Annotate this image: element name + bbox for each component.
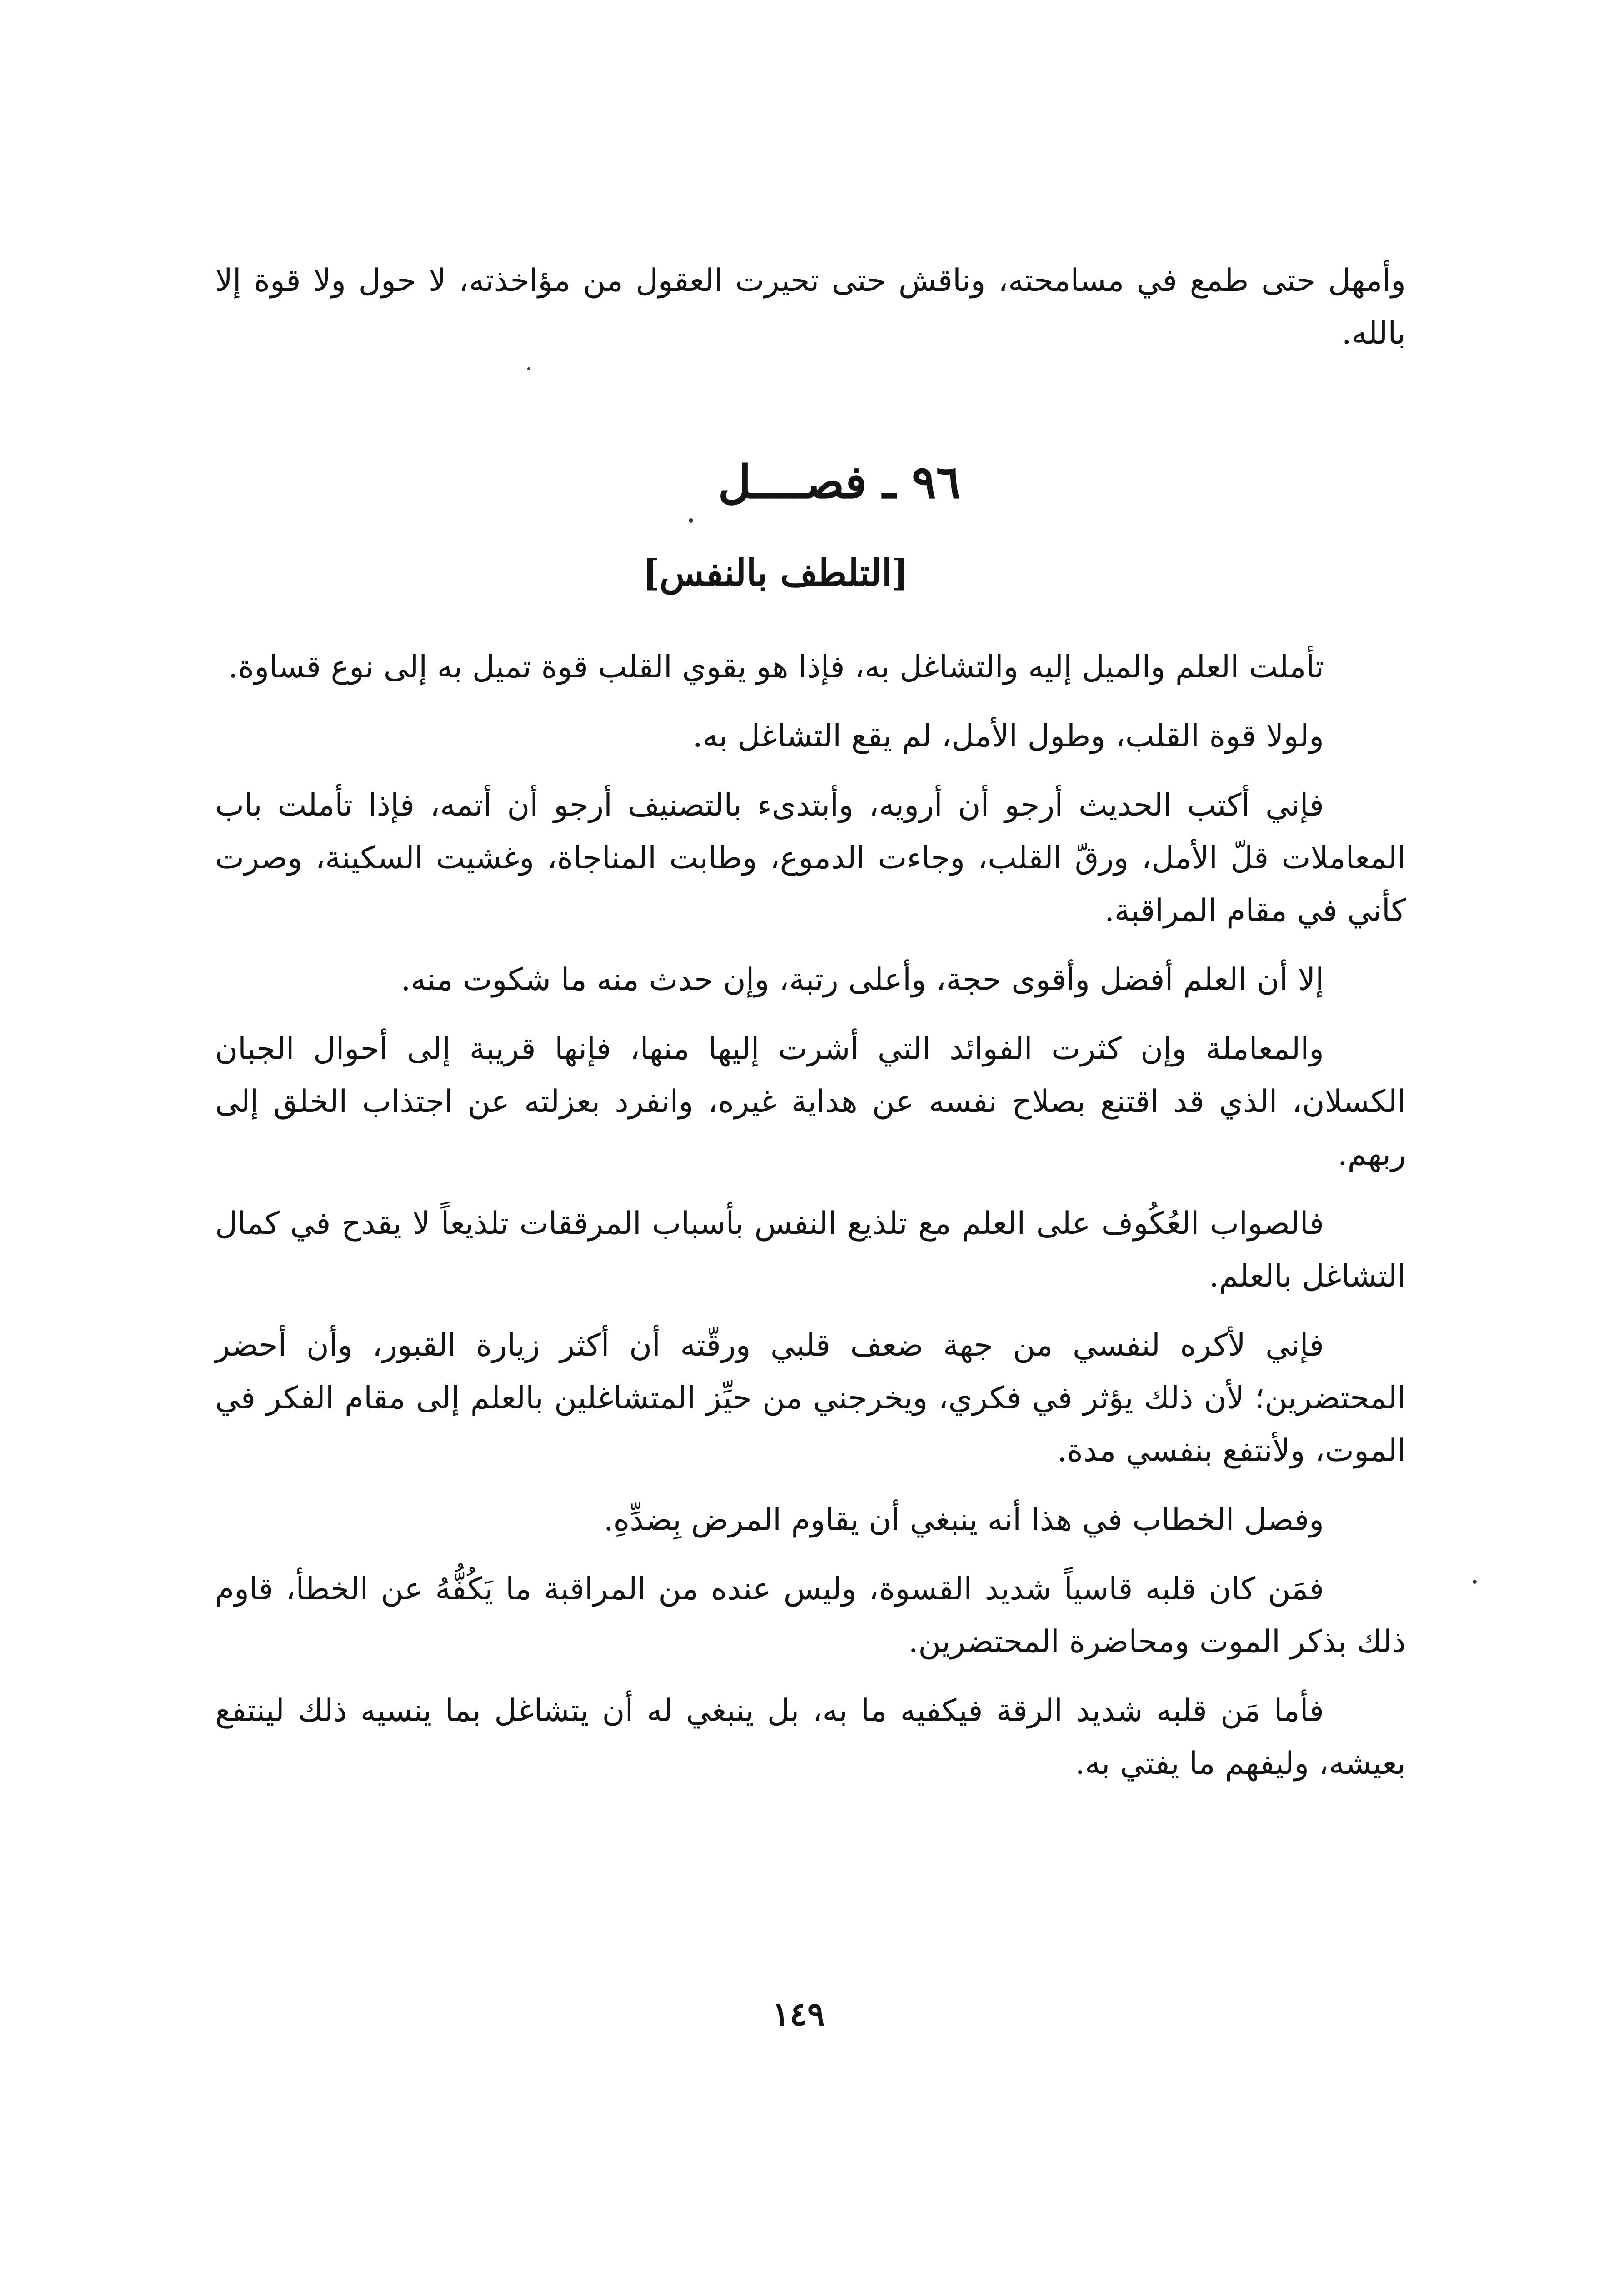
paragraph: فمَن كان قلبه قاسياً شديد القسوة، وليس عنده من المراقبة ما يَكُفُّهُ عن الخطأ، قاوم ذلك بذكر الموت ومحاضرة المحتضرين. [215, 1571, 1406, 1660]
chapter-title: ٩٦ ـ فصــــل [718, 455, 961, 509]
paragraph: ولولا قوة القلب، وطول الأمل، لم يقع التشاغل به. [693, 718, 1324, 754]
paragraph: إلا أن العلم أفضل وأقوى حجة، وأعلى رتبة، وإن حدث منه ما شكوت منه. [400, 962, 1324, 998]
paragraph: فالصواب العُكُوف على العلم مع تلذيع النفس بأسباب المرققات تلذيعاً لا يقدح في كمال التشاغل بالعلم. [215, 1206, 1406, 1294]
paragraph: وفصل الخطاب في هذا أنه ينبغي أن يقاوم المرض بِضدِّهِ. [603, 1502, 1324, 1538]
paragraph: تأملت العلم والميل إليه والتشاغل به، فإذا هو يقوي القلب قوة تميل به إلى نوع قساوة. [228, 649, 1324, 685]
scan-speck [1473, 1580, 1477, 1584]
paragraph: والمعاملة وإن كثرت الفوائد التي أشرت إليها منها، فإنها قريبة إلى أحوال الجبان الكسلان، الذي قد اقتنع بصلاح نفسه عن هداية غيره، وانفرد بعزلته عن اجتذاب الخلق إلى ربهم. [215, 1031, 1406, 1172]
paragraph: فأما مَن قلبه شديد الرقة فيكفيه ما به، بل ينبغي له أن يتشاغل بما ينسيه ذلك لينتفع بعيشه، وليفهم ما يفتي به. [215, 1693, 1406, 1782]
scan-speck [689, 518, 693, 523]
paragraph: فإني أكتب الحديث أرجو أن أرويه، وأبتدىء بالتصنيف أرجو أن أتمه، فإذا تأملت باب المعاملات قلّ الأمل، ورقّ القلب، وجاءت الدموع، وطابت المناجاة، وغشيت السكينة، وصرت كأني في مقام المراقبة. [215, 787, 1406, 929]
paragraph: فإني لأكره لنفسي من جهة ضعف قلبي ورقّته أن أكثر زيارة القبور، وأن أحضر المحتضرين؛ لأن ذلك يؤثر في فكري، ويخرجني من حيِّز المتشاغلين بالعلم إلى مقام الفكر في الموت، ولأنتفع بنفسي مدة. [215, 1327, 1406, 1469]
body-text [215, 641, 1406, 1807]
scan-speck [527, 367, 530, 370]
section-subtitle: [التلطف بالنفس] [642, 551, 909, 594]
intro-paragraph: وأمهل حتى طمع في مسامحته، وناقش حتى تحيرت العقول من مؤاخذته، لا حول ولا قوة إلا بالله. [215, 263, 1406, 351]
page-number: ١٤٩ [772, 1994, 825, 2033]
